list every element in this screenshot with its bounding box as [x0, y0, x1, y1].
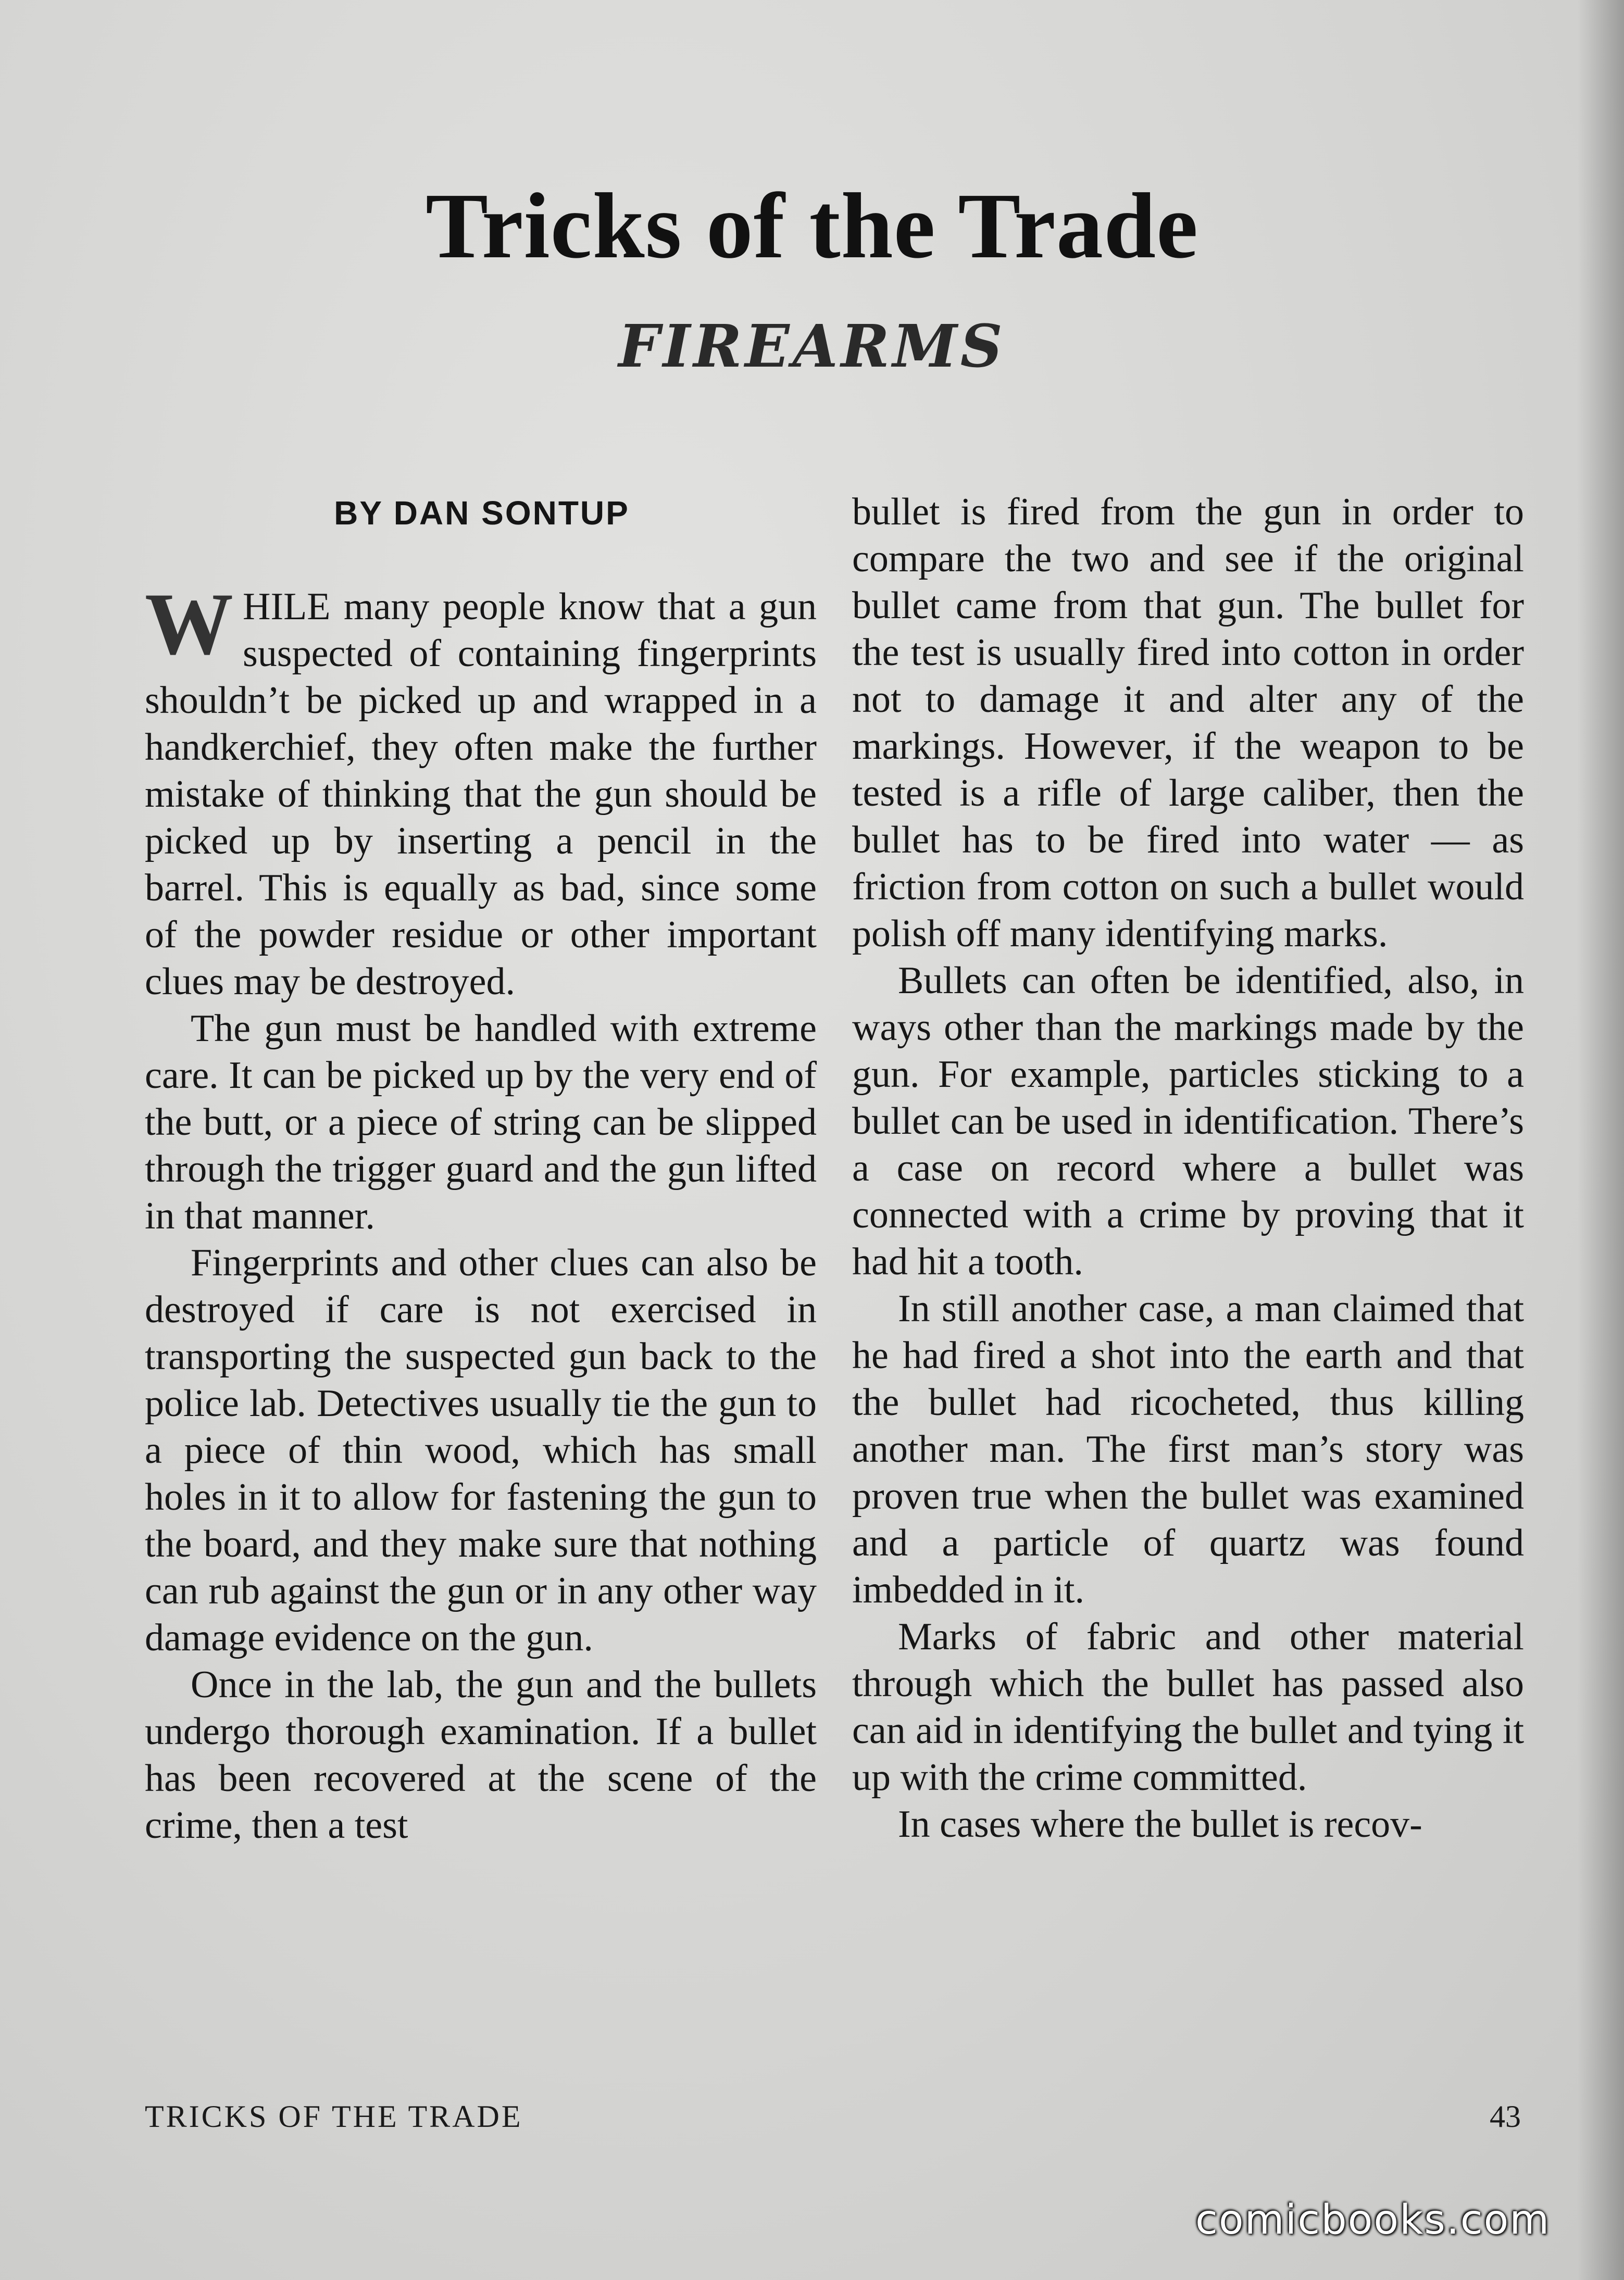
- running-footer-title: TRICKS OF THE TRADE: [145, 2099, 523, 2134]
- opening-word: HILE: [243, 585, 331, 628]
- paragraph: Fingerprints and other clues can also be destroyed if care is not exercised in transporting the suspected gun back to the police lab. Detectives usually tie the gun to a piece of thin wood, which has small holes in it to allow for fastening the gun to the board, and they make sure that nothing can rub against the gun or in any other way damage evidence on the gun.: [145, 1242, 817, 1659]
- drop-cap: W: [145, 575, 233, 673]
- paragraph-intro: [145, 575, 817, 1005]
- paragraph: The gun must be handled with extreme care. It can be picked up by the very end of the butt, or a piece of string can be slipped through the trigger guard and the gun lifted in that manner.: [145, 1007, 817, 1237]
- paragraph: Marks of fabric and other material through which the bullet has passed also can aid in identifying the bullet and tying it up with the crime committed.: [852, 1615, 1524, 1799]
- right-column: [852, 488, 1524, 1848]
- left-column: [145, 575, 817, 1849]
- article-title: Tricks of the Trade: [426, 174, 1198, 278]
- paragraph: In still another case, a man claimed that he had fired a shot into the earth and that the bullet had ricocheted, thus killing another man. The first man’s story was proven true when the bullet was examined and a particle of quartz was found imbedded in it.: [852, 1287, 1524, 1611]
- site-watermark: comicbooks.com: [1195, 2197, 1551, 2244]
- page-number: 43: [1490, 2099, 1521, 2134]
- intro-text: many people know that a gun suspected of containing fingerprints shouldn’t be picked up and wrapped in a handkerchief, they often make the further mistake of thinking that the gun should be picked up by inserting a pencil in the barrel. This is equally as bad, since some of the powder residue or other important clues may be destroyed.: [145, 585, 817, 1003]
- paragraph: Bullets can often be identified, also, in ways other than the markings made by the gun. For example, particles sticking to a bullet can be used in identification. There’s a case on record where a bullet was connected with a crime by proving that it had hit a tooth.: [852, 959, 1524, 1283]
- byline: BY DAN SONTUP: [334, 494, 630, 532]
- paragraph: In cases where the bullet is recov-: [898, 1803, 1422, 1846]
- article-subtitle: FIREARMS: [618, 312, 1006, 381]
- paragraph: Once in the lab, the gun and the bullets undergo thorough examination. If a bullet has been recovered at the scene of the crime, then a test: [145, 1663, 817, 1847]
- paragraph-continuation: bullet is fired from the gun in order to compare the two and see if the original bullet came from that gun. The bullet for the test is usually fired into cotton in order not to damage it and alter any of the markings. However, if the weapon to be tested is a rifle of large caliber, then the bullet has to be fired into water — as friction from cotton on such a bullet would polish off many identifying marks.: [852, 491, 1524, 955]
